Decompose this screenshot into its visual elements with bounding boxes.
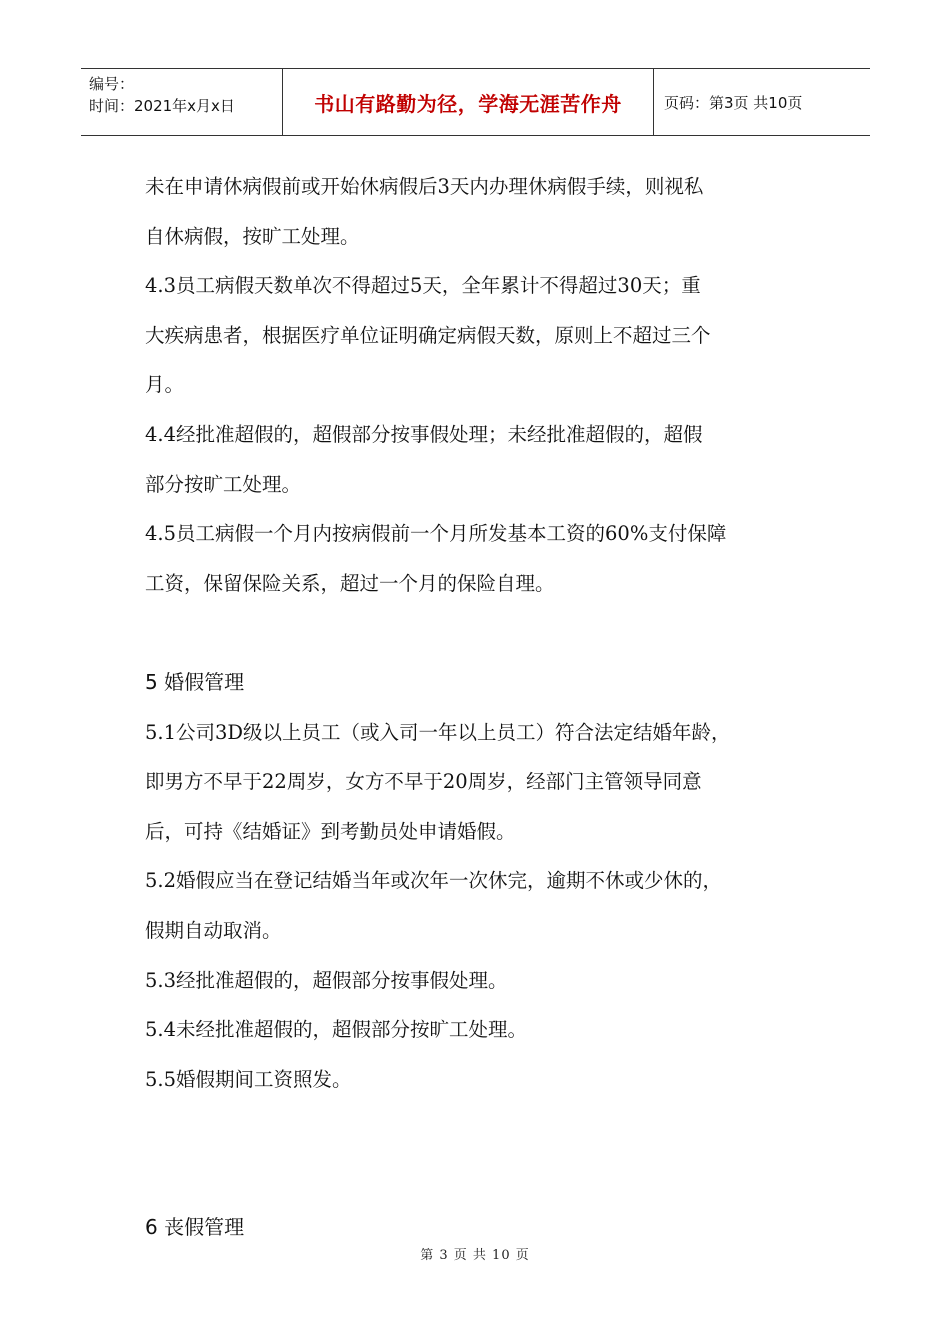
paragraph-spacer [145, 1104, 815, 1154]
document-body [145, 162, 815, 1253]
header-meta [81, 69, 282, 135]
body-line: 4.4经批准超假的，超假部分按事假处理；未经批准超假的，超假 [145, 422, 703, 446]
section-5-heading: 5 婚假管理 [145, 669, 245, 694]
page-footer: 第 3 页 共 10 页 [420, 1248, 530, 1263]
body-line: 5.2婚假应当在登记结婚当年或次年一次休完，逾期不休或少休的， [145, 869, 723, 893]
paragraph-spacer [145, 1154, 815, 1204]
header-page-info: 页码：第3页 共10页 [664, 93, 803, 112]
section-6-heading: 6 丧假管理 [145, 1215, 245, 1240]
body-line: 月。 [145, 373, 185, 397]
header-motto: 书山有路勤为径，学海无涯苦作舟 [282, 69, 654, 135]
body-line: 5.4未经批准超假的，超假部分按旷工处理。 [145, 1018, 528, 1042]
document-date: 时间：2021年x月x日 [89, 97, 235, 115]
body-line: 后，可持《结婚证》到考勤员处申请婚假。 [145, 819, 516, 843]
document-number-label: 编号： [89, 75, 135, 93]
body-line: 4.3员工病假天数单次不得超过5天，全年累计不得超过30天；重 [145, 274, 701, 298]
body-line: 5.5婚假期间工资照发。 [145, 1067, 352, 1091]
body-line: 未在申请休病假前或开始休病假后3天内办理休病假手续，则视私 [145, 175, 704, 198]
document-header [81, 68, 870, 136]
body-line: 工资，保留保险关系，超过一个月的保险自理。 [145, 571, 555, 595]
body-line: 大疾病患者，根据医疗单位证明确定病假天数，原则上不超过三个 [145, 323, 711, 347]
body-line: 部分按旷工处理。 [145, 472, 302, 496]
body-line: 4.5员工病假一个月内按病假前一个月所发基本工资的60%支付保障 [145, 522, 727, 546]
body-line: 5.3经批准超假的，超假部分按事假处理。 [145, 968, 508, 992]
body-line: 5.1公司3D级以上员工（或入司一年以上员工）符合法定结婚年龄， [145, 720, 731, 744]
paragraph-spacer [145, 608, 815, 658]
body-line: 假期自动取消。 [145, 918, 282, 942]
body-line: 即男方不早于22周岁，女方不早于20周岁，经部门主管领导同意 [145, 770, 702, 794]
body-line: 自休病假，按旷工处理。 [145, 224, 360, 248]
